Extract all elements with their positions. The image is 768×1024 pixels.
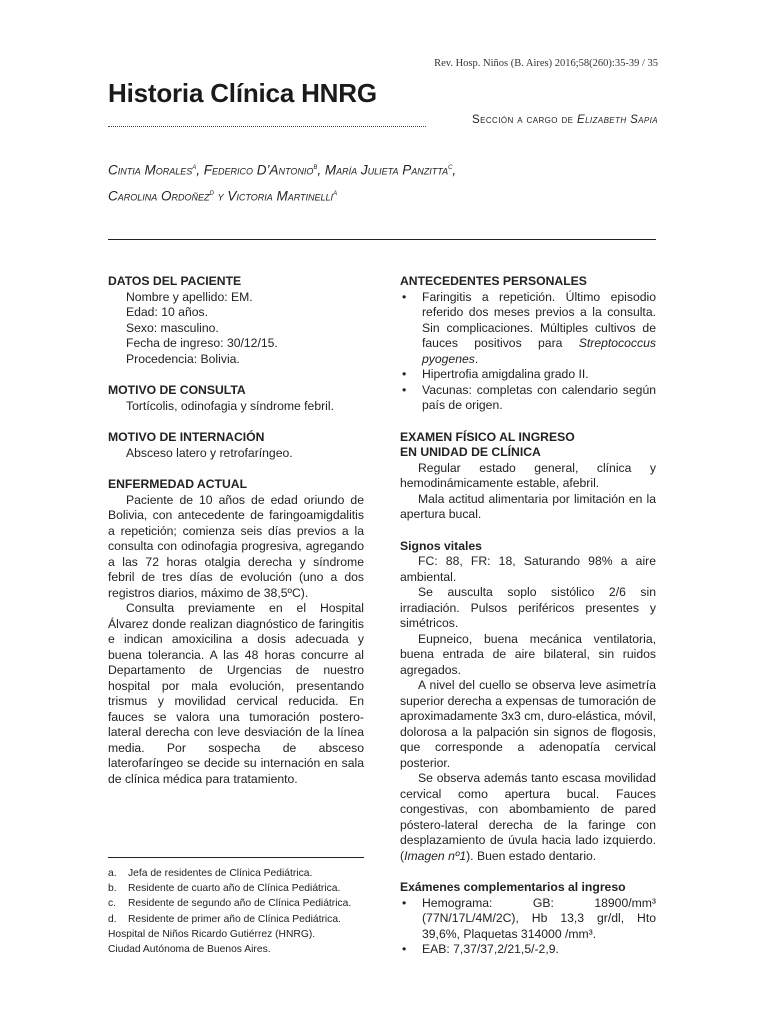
body-paragraph: A nivel del cuello se observa leve asimetría superior derecha a expensas de tumoración de aproximadamente 3x3 cm, duro-elástica, móvil, dolorosa a la palpación sin signos de flogosis, que corresponde a adenopatía cervical posterior. bbox=[400, 678, 656, 770]
section-heading-line-2: EN UNIDAD DE CLÍNICA bbox=[400, 445, 541, 459]
footnote-text: Residente de segundo año de Clínica Pediátrica. bbox=[128, 898, 352, 910]
section-heading: ENFERMEDAD ACTUAL bbox=[108, 477, 248, 491]
body-paragraph: Eupneico, buena mecánica ventilatoria, buena entrada de aire bilateral, sin ruidos agregados. bbox=[400, 631, 656, 677]
consult-reason: Tortícolis, odinofagia y síndrome febril. bbox=[126, 398, 334, 413]
author-name: , Federico D’Antonio bbox=[196, 162, 314, 178]
footnote bbox=[108, 912, 368, 927]
item-text: EAB: 7,37/37,2/21,5/-2,9. bbox=[422, 942, 559, 956]
institution-city: Ciudad Autónoma de Buenos Aires. bbox=[108, 944, 271, 956]
footnote-text: Residente de cuarto año de Clínica Pediátrica. bbox=[128, 883, 341, 895]
admission-reason: Absceso latero y retrofaríngeo. bbox=[126, 445, 293, 460]
item-text-end: . bbox=[474, 351, 479, 366]
list-item bbox=[400, 942, 656, 958]
body-paragraph: Consulta previamente en el Hospital Álvarez donde realizan diagnóstico de faringitis e indican amoxicilina a dosis adecuada y buena tolerancia. A las 48 horas concurre al Departamento de Urgencias de nuestro hospital por mala evolución, presentando trismus y movilidad cervical reducida. En fauces se valora una tumoración postero-lateral derecha con leve desviación de la línea media. Por sospecha de absceso laterofaríngeo se decide su internación en sala de clínica médica para tratamiento. bbox=[108, 601, 364, 786]
footnote-letter: b. bbox=[108, 883, 117, 895]
item-text: Hemograma: GB: 18900/mm³ (77N/17L/4M/2C), Hb 13,3 gr/dl, Hto 39,6%, Plaquetas 314000 /mm³. bbox=[422, 895, 656, 941]
author-name: Cintia Morales bbox=[108, 162, 193, 178]
author-affiliation: c bbox=[448, 162, 453, 171]
body-paragraph: Regular estado general, clínica y hemodinámicamente estable, afebril. bbox=[400, 460, 656, 490]
lab-list bbox=[400, 896, 656, 958]
bullet-icon: • bbox=[402, 367, 407, 381]
item-text: Hipertrofia amigdalina grado II. bbox=[422, 367, 589, 381]
patient-sex: Sexo: masculino. bbox=[126, 320, 219, 335]
dotted-divider bbox=[108, 126, 426, 127]
subsection-heading: Exámenes complementarios al ingreso bbox=[400, 880, 626, 894]
bullet-icon: • bbox=[402, 942, 407, 956]
footnote-letter: a. bbox=[108, 868, 117, 879]
paragraph-text-end: ). Buen estado dentario. bbox=[466, 848, 597, 863]
author-name: y Victoria Martinelli bbox=[213, 188, 334, 203]
footnote bbox=[108, 881, 368, 896]
section-prefix: Sección a cargo de bbox=[472, 114, 577, 126]
left-column bbox=[108, 274, 364, 787]
body-paragraph: Se ausculta soplo sistólico 2/6 sin irradiación. Pulsos periféricos presentes y simétricos. bbox=[400, 585, 656, 630]
footnote-letter: d. bbox=[108, 913, 117, 925]
item-italic: Streptococcus pyogenes bbox=[422, 336, 656, 366]
section-heading: ANTECEDENTES PERSONALES bbox=[400, 274, 587, 288]
item-text: Faringitis a repetición. Último episodio referido dos meses previos a la consulta. Sin complicaciones. Múltiples cultivos de fauces positivos para bbox=[422, 289, 656, 350]
body-paragraph: Mala actitud alimentaria por limitación en la apertura bucal. bbox=[400, 491, 656, 521]
author-line-1: Cintia Morales$^a$, Federico D’Antonio$^b$, María Julieta Panzitta$^c$, bbox=[108, 162, 457, 178]
page-title: Historia Clínica HNRG bbox=[108, 78, 377, 108]
section-editor-name: Elizabeth Sapia bbox=[577, 114, 658, 126]
patient-name: Nombre y apellido: EM. bbox=[126, 289, 253, 304]
subsection-heading: Signos vitales bbox=[400, 538, 482, 553]
right-column bbox=[400, 274, 656, 958]
body-paragraph: Paciente de 10 años de edad oriundo de Bolivia, con antecedente de faringoamigdalitis a repetición; comienza seis días previos a la consulta con odinofagia progresiva, agregando a las 72 horas otalgia derecha y síndrome febril de tres días de evolución (uno a dos registros diarios, máximo de 38,5ºC). bbox=[108, 492, 364, 600]
author-affiliation: a bbox=[333, 187, 338, 197]
footnote-text: Residente de primer año de Clínica Pediátrica. bbox=[128, 913, 341, 925]
header-divider bbox=[108, 239, 656, 240]
footnote-text: Jefa de residentes de Clínica Pediátrica. bbox=[128, 868, 313, 879]
list-item bbox=[400, 367, 656, 383]
list-item bbox=[400, 896, 656, 943]
list-item bbox=[400, 290, 656, 368]
history-list bbox=[400, 290, 656, 414]
admission-date: Fecha de ingreso: 30/12/15. bbox=[126, 336, 278, 350]
body-paragraph: FC: 88, FR: 18, Saturando 98% a aire ambiental. bbox=[400, 554, 656, 584]
section-editor bbox=[472, 114, 658, 126]
section-heading: DATOS DEL PACIENTE bbox=[108, 274, 242, 288]
section-heading: MOTIVO DE INTERNACIÓN bbox=[108, 430, 265, 444]
section-heading: MOTIVO DE CONSULTA bbox=[108, 383, 246, 397]
author-name: Carolina Ordoñez bbox=[108, 188, 210, 203]
bullet-icon: • bbox=[402, 382, 407, 397]
section-heading: EXAMEN FÍSICO AL INGRESO bbox=[400, 429, 575, 444]
body-paragraph bbox=[400, 771, 656, 864]
patient-origin: Procedencia: Bolivia. bbox=[126, 351, 240, 366]
institution: Hospital de Niños Ricardo Gutiérrez (HNRG). bbox=[108, 928, 316, 940]
footnotes bbox=[108, 866, 368, 957]
author-list bbox=[108, 156, 668, 207]
list-item bbox=[400, 383, 656, 414]
author-affiliation: d bbox=[209, 187, 214, 197]
image-reference: Imagen nº1 bbox=[404, 848, 467, 863]
footnote-letter: c. bbox=[108, 898, 117, 910]
author-affiliation: b bbox=[313, 162, 318, 171]
patient-age: Edad: 10 años. bbox=[126, 305, 208, 319]
footnote bbox=[108, 896, 368, 911]
author-name: , María Julieta Panzitta bbox=[317, 162, 449, 178]
journal-citation: Rev. Hosp. Niños (B. Aires) 2016;58(260):35-39 / 35 bbox=[434, 58, 658, 69]
item-text: Vacunas: completas con calendario según país de origen. bbox=[422, 382, 656, 412]
footnote bbox=[108, 866, 368, 881]
author-affiliation: a bbox=[192, 162, 197, 171]
bullet-icon: • bbox=[402, 895, 407, 910]
footnote-divider bbox=[108, 857, 364, 858]
author-line-2 bbox=[108, 182, 668, 208]
bullet-icon: • bbox=[402, 289, 407, 304]
paragraph-text: Se observa además tanto escasa movilidad cervical como apertura bucal. Fauces congestivas, con abombamiento de pared póstero-lateral derecha de la faringe con desplazamiento de úvula hacia lado izquierdo. ( bbox=[400, 771, 656, 863]
